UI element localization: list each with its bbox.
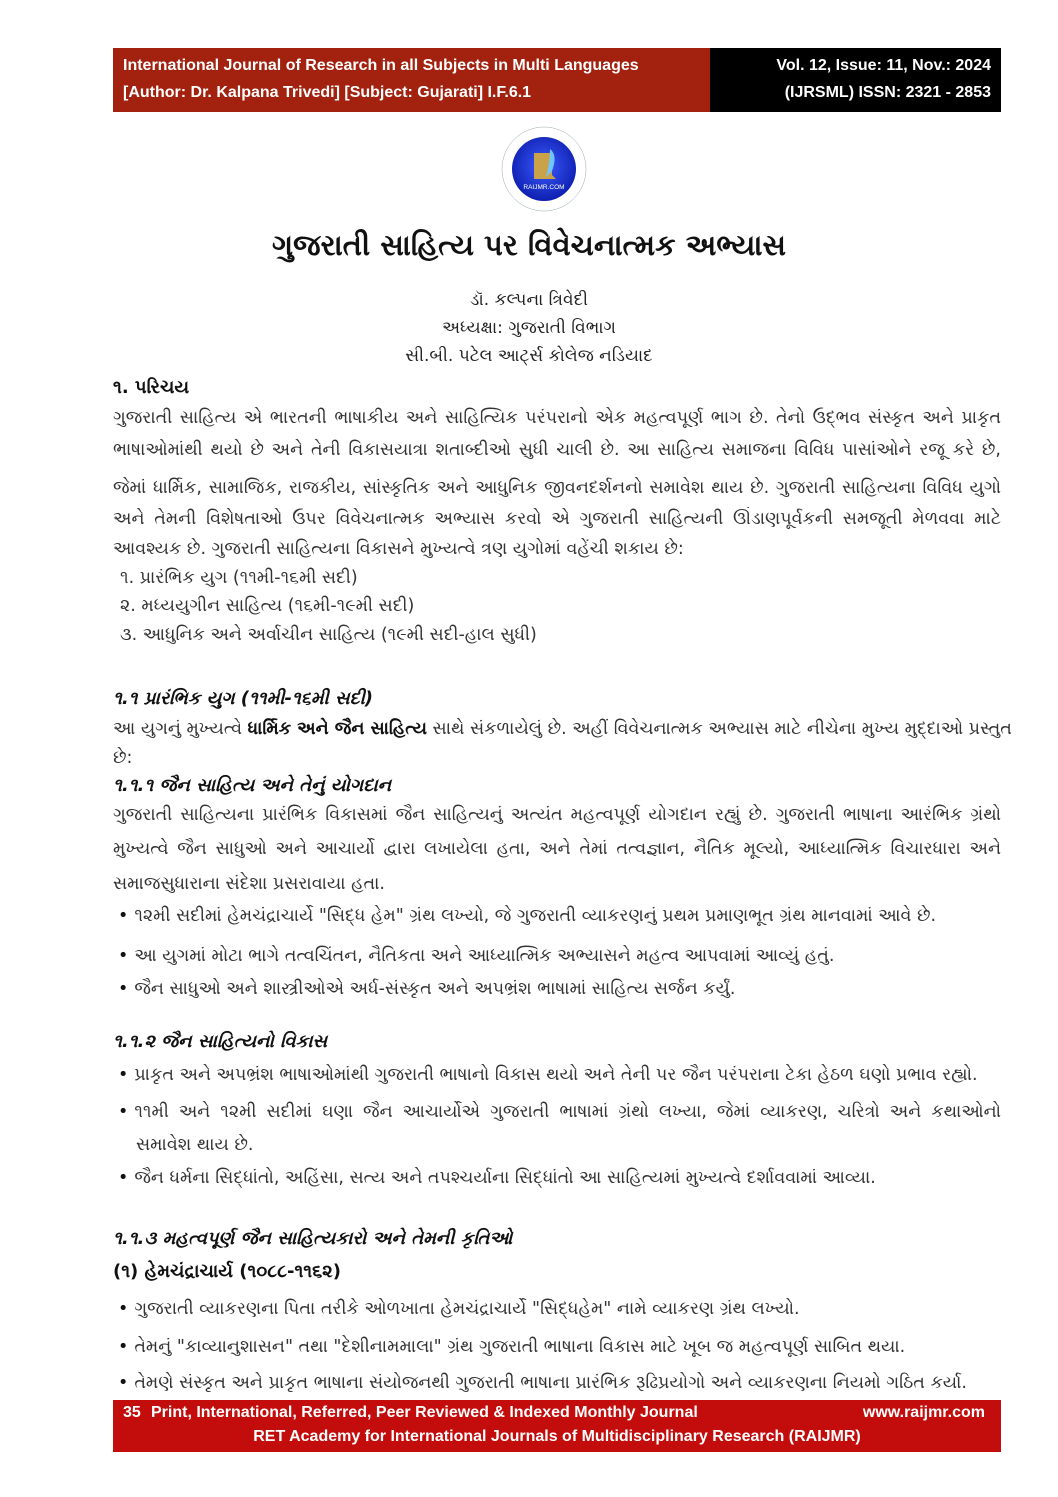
- paragraph-line: [113, 717, 1012, 741]
- era-list-item: ૨. મધ્યયુગીન સાહિત્ય (૧૬મી-૧૯મી સદી): [120, 596, 415, 616]
- footer-website-link[interactable]: www.raijmr.com: [862, 1404, 985, 1421]
- section-heading-1-1-2: ૧.૧.૨ જૈન સાહિત્યનો વિકાસ: [113, 1031, 328, 1052]
- paragraph-line: સમાજસુધારાના સંદેશા પ્રસરાવાયા હતા.: [113, 874, 385, 894]
- author-subject-line: [Author: Dr. Kalpana Trivedi] [Subject: Gujarati] I.F.6.1: [123, 84, 532, 101]
- paragraph-line: આવશ્યક છે. ગુજરાતી સાહિત્યના વિકાસને મુખ્યત્વે ત્રણ યુગોમાં વહેંચી શકાય છે:: [113, 539, 684, 559]
- issn: (IJRSML) ISSN: 2321 - 2853: [784, 84, 991, 101]
- bullet-item: • ૧૨મી સદીમાં હેમચંદ્રાચાર્યે "સિદ્ધ હેમ" ગ્રંથ લખ્યો, જે ગુજરાતી વ્યાકરણનું પ્રથમ પ્રમાણભૂત ગ્રંથ માનવામાં આવે છે.: [118, 904, 1006, 928]
- journal-header: [113, 48, 710, 112]
- bold-text: ધાર્મિક અને જૈન સાહિત્ય: [247, 719, 427, 739]
- bullet-item: • આ યુગમાં મોટા ભાગે તત્વચિંતન, નૈતિકતા અને આધ્યાત્મિક અભ્યાસને મહત્વ આપવામાં આવ્યું હતું.: [118, 944, 1006, 968]
- raijmr-logo: [500, 125, 588, 213]
- article-title: ગુજરાતી સાહિત્ય પર વિવેચનાત્મક અભ્યાસ: [272, 228, 786, 262]
- journal-name: International Journal of Research in all Subjects in Multi Languages: [123, 57, 639, 74]
- bullet-item: • ગુજરાતી વ્યાકરણના પિતા તરીકે ઓળખાતા હેમચંદ્રાચાર્યે "સિદ્ધહેમ" નામે વ્યાકરણ ગ્રંથ લખ્યો.: [118, 1297, 1006, 1321]
- page-number: 35: [123, 1404, 141, 1421]
- bullet-item: • ૧૧મી અને ૧૨મી સદીમાં ઘણા જૈન આચાર્યોએ ગુજરાતી ભાષામાં ગ્રંથો લખ્યા, જેમાં વ્યાકરણ, ચરિત્રો અને કથાઓનો: [118, 1100, 1001, 1124]
- bullet-item: • જૈન સાધુઓ અને શાસ્ત્રીઓએ અર્ધ-સંસ્કૃત અને અપભ્રંશ ભાષામાં સાહિત્ય સર્જન કર્યું.: [118, 977, 1006, 1001]
- paragraph-line: ભાષાઓમાંથી થયો છે અને તેની વિકાસયાત્રા શતાબ્દીઓ સુધી ચાલી છે. આ સાહિત્ય સમાજના વિવિધ પાસાંઓને રજૂ કરે છે,: [113, 440, 1001, 460]
- page-footer: [113, 1400, 1001, 1452]
- text: સાથે સંકળાયેલું છે. અહીં વિવેચનાત્મક અભ્યાસ માટે નીચેના મુખ્ય મુદ્દાઓ પ્રસ્તુત: [426, 719, 1012, 739]
- logo-text: RAIJMR.COM: [523, 184, 565, 191]
- footer-journal-type: Print, International, Referred, Peer Reviewed & Indexed Monthly Journal: [151, 1404, 698, 1421]
- author-position: અધ્યક્ષા: ગુજરાતી વિભાગ: [442, 318, 616, 338]
- bullet-item: • તેમણે સંસ્કૃત અને પ્રાકૃત ભાષાના સંયોજનથી ગુજરાતી ભાષાના પ્રારંભિક રૂઢિપ્રયોગો અને વ્યાકરણના નિયમો ગઠિત કર્યા.: [118, 1371, 1006, 1395]
- era-list-item: ૧. પ્રારંભિક યુગ (૧૧મી-૧૬મી સદી): [120, 568, 358, 588]
- paragraph-line: મુખ્યત્વે જૈન સાધુઓ અને આચાર્યો દ્વારા લખાયેલા હતા, અને તેમાં તત્વજ્ઞાન, નૈતિક મૂલ્યો, આધ્યાત્મિક વિચારધારા અને: [113, 839, 1001, 859]
- paragraph-line: અને તેમની વિશેષતાઓ ઉપર વિવેચનાત્મક અભ્યાસ કરવો એ ગુજરાતી સાહિત્યની ઊંડાણપૂર્વકની સમજૂતી મેળવવા માટે: [113, 509, 1001, 529]
- section-heading-1-1: ૧.૧ પ્રારંભિક યુગ (૧૧મી-૧૬મી સદી): [113, 688, 373, 709]
- bullet-item: • જૈન ધર્મના સિદ્ધાંતો, અહિંસા, સત્ય અને તપશ્ચર્યાના સિદ્ધાંતો આ સાહિત્યમાં મુખ્યત્વે દર્શાવવામાં આવ્યા.: [118, 1166, 1006, 1190]
- author-college: સી.બી. પટેલ આર્ટ્સ કોલેજ નડિયાદ: [405, 346, 653, 366]
- section-heading-1-1-1: ૧.૧.૧ જૈન સાહિત્ય અને તેનું યોગદાન: [113, 775, 392, 796]
- bullet-continuation: સમાવેશ થાય છે.: [136, 1135, 254, 1155]
- section-heading-1-1-3: ૧.૧.૩ મહત્વપૂર્ણ જૈન સાહિત્યકારો અને તેમની કૃતિઓ: [113, 1228, 513, 1249]
- era-list-item: ૩. આધુનિક અને અર્વાચીન સાહિત્ય (૧૯મી સદી-હાલ સુધી): [120, 625, 537, 645]
- paragraph-line: જેમાં ધાર્મિક, સામાજિક, રાજકીય, સાંસ્કૃતિક અને આધુનિક જીવનદર્શનનો સમાવેશ થાય છે. ગુજરાતી સાહિત્યના વિવિધ યુગો: [113, 478, 1001, 498]
- author-name: ડૉ. કલ્પના ત્રિવેદી: [470, 290, 588, 310]
- bullet-item: • પ્રાકૃત અને અપભ્રંશ ભાષાઓમાંથી ગુજરાતી ભાષાનો વિકાસ થયો અને તેની પર જૈન પરંપરાના ટેકા હેઠળ ઘણો પ્રભાવ રહ્યો.: [118, 1063, 1006, 1087]
- paragraph-line: ગુજરાતી સાહિત્યના પ્રારંભિક વિકાસમાં જૈન સાહિત્યનું અત્યંત મહત્વપૂર્ણ યોગદાન રહ્યું છે. ગુજરાતી ભાષાના આરંભિક ગ્રંથો: [113, 805, 1001, 825]
- footer-publisher: RET Academy for International Journals of Multidisciplinary Research (RAIJMR): [253, 1428, 861, 1445]
- volume-issue: Vol. 12, Issue: 11, Nov.: 2024: [776, 57, 991, 74]
- bullet-item: • તેમનું "કાવ્યાનુશાસન" તથા "દેશીનામમાલા" ગ્રંથ ગુજરાતી ભાષાના વિકાસ માટે ખૂબ જ મહત્વપૂર્ણ સાબિત થયા.: [118, 1335, 1006, 1359]
- text: આ યુગનું મુખ્યત્વે: [113, 719, 248, 739]
- section-heading-intro: ૧. પરિચય: [113, 377, 190, 398]
- paragraph-line: છે:: [113, 748, 133, 768]
- issue-header: [710, 48, 1001, 112]
- subheading-hemchandracharya: (૧) હેમચંદ્રાચાર્ય (૧૦૮૮-૧૧૬૨): [113, 1261, 341, 1282]
- paragraph-line: ગુજરાતી સાહિત્ય એ ભારતની ભાષાકીય અને સાહિત્યિક પરંપરાનો એક મહત્વપૂર્ણ ભાગ છે. તેનો ઉદ્‌ભવ સંસ્કૃત અને પ્રાકૃત: [113, 408, 1001, 428]
